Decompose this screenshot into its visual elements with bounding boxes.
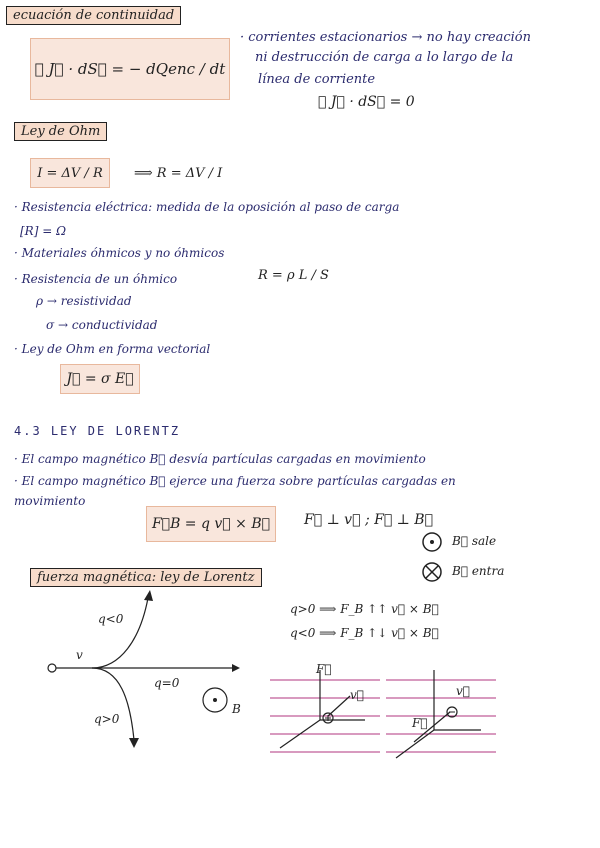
continuity-title <box>6 6 181 25</box>
q-zero-arrowhead-icon <box>232 664 240 672</box>
magnetic-force-title-text: fuerza magnética: ley de Lorentz <box>37 570 255 585</box>
ohm-equation-box <box>30 158 110 188</box>
label-q-negative: q<0 <box>98 612 124 626</box>
lorentz-line-2: · El campo magnético B⃗ ejerce una fuerza sobre partículas cargadas en <box>14 474 456 488</box>
magnetic-force-title <box>30 568 262 587</box>
label-v-positive: v⃗ <box>350 688 364 702</box>
ohm-line-vector-form: · Ley de Ohm en forma vectorial <box>14 342 211 356</box>
ohm-line-conductivity: σ → conductividad <box>46 318 158 332</box>
ohm-equation: I = ΔV / R <box>37 165 103 181</box>
b-field-dot-icon <box>213 698 217 702</box>
continuity-note-line-3: línea de corriente <box>258 72 376 87</box>
q-positive-arrowhead-icon <box>129 738 139 748</box>
lorentz-force-equation-box <box>146 506 276 542</box>
label-f-positive: F⃗ <box>316 662 332 676</box>
ohm-line-resistance: · Resistencia eléctrica: medida de la oposición al paso de carga <box>14 200 400 214</box>
label-b: B <box>232 702 241 716</box>
continuity-note-line-2: ni destrucción de carga a lo largo de la <box>255 50 514 65</box>
ohm-line-units: [R] = Ω <box>20 224 67 238</box>
ohm-vector-equation: J⃗ = σ E⃗ <box>66 371 134 387</box>
ohm-line-ohmic: · Resistencia de un óhmico <box>14 272 178 286</box>
field-diagram-negative <box>386 660 506 770</box>
lorentz-line-3: movimiento <box>14 494 86 508</box>
ohm-resistance-equation: R = ρ L / S <box>258 268 329 283</box>
ohm-title-text: Ley de Ohm <box>21 124 101 139</box>
b-out-symbol-icon <box>420 530 450 560</box>
q-positive-rule: q>0 ⟹ F_B ↑↑ v⃗ × B⃗ <box>290 602 439 616</box>
lorentz-perpendicular-equation: F⃗ ⊥ v⃗ ; F⃗ ⊥ B⃗ <box>304 512 433 528</box>
ohm-line-materials: · Materiales óhmicos y no óhmicos <box>14 246 225 260</box>
lorentz-force-equation: F⃗B = q v⃗ × B⃗ <box>151 516 271 532</box>
lorentz-line-1: · El campo magnético B⃗ desvía partículas cargadas en movimiento <box>14 452 426 466</box>
label-q-zero: q=0 <box>154 676 180 690</box>
label-f-negative: F⃗ <box>412 716 428 730</box>
trajectory-diagram <box>0 590 280 760</box>
lorentz-title: 4.3 LEY DE LORENTZ <box>14 424 181 438</box>
label-v-negative: v⃗ <box>456 684 470 698</box>
continuity-title-text: ecuación de continuidad <box>13 8 175 23</box>
continuity-equation-box <box>30 38 230 100</box>
continuity-equation: ∯ J⃗ · dS⃗ = − dQenc / dt <box>34 60 226 78</box>
ohm-title <box>14 122 107 141</box>
ohm-equation-implies: ⟹ R = ΔV / I <box>134 166 223 181</box>
ohm-line-resistivity: ρ → resistividad <box>36 294 132 308</box>
label-q-positive: q>0 <box>94 712 120 726</box>
b-in-symbol-icon <box>420 560 450 590</box>
ohm-vector-equation-box <box>60 364 140 394</box>
b-out-label: B⃗ sale <box>452 534 497 548</box>
continuity-note-equation: ∯ J⃗ · dS⃗ = 0 <box>318 94 415 110</box>
q-positive-path <box>92 668 134 740</box>
field-diagram-positive <box>270 660 390 770</box>
label-v: v <box>76 648 83 662</box>
continuity-note-line-1: · corrientes estacionarios → no hay creación <box>240 30 532 45</box>
q-negative-path <box>92 598 148 668</box>
q-negative-arrowhead-icon <box>144 590 153 601</box>
q-negative-rule: q<0 ⟹ F_B ↑↓ v⃗ × B⃗ <box>290 626 439 640</box>
origin-point <box>48 664 56 672</box>
b-in-label: B⃗ entra <box>452 564 505 578</box>
